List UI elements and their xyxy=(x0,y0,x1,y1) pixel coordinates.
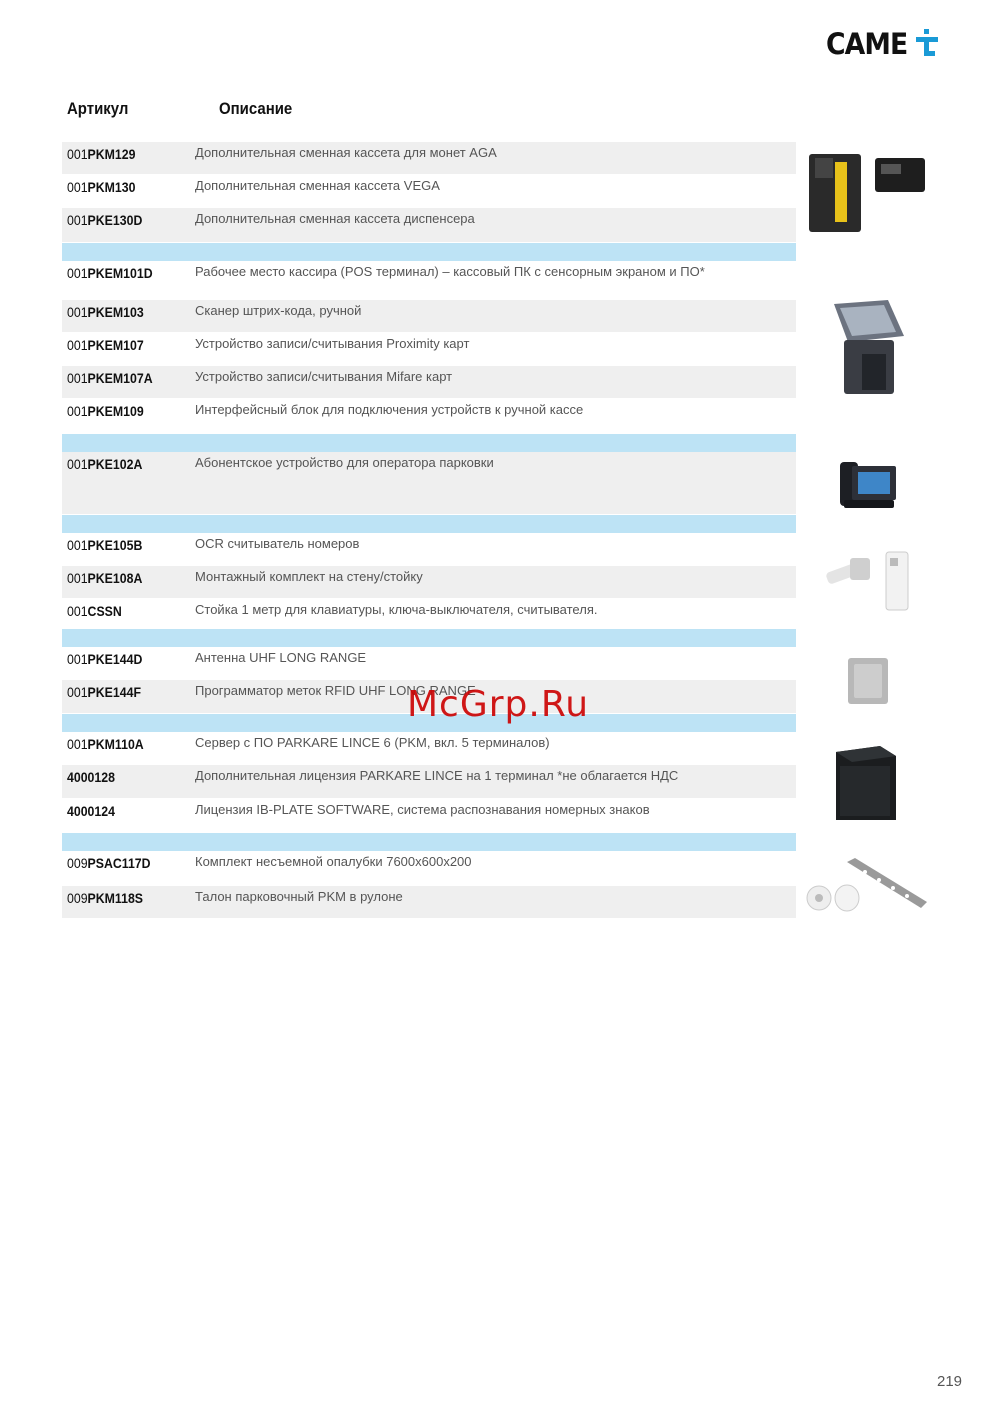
description: Интерфейсный блок для подключения устройств к ручной кассе xyxy=(195,402,584,417)
description: Талон парковочный PKM в рулоне xyxy=(195,889,403,904)
table-row xyxy=(62,886,796,918)
came-logo xyxy=(826,26,938,62)
table-row xyxy=(62,261,796,299)
description: Программатор меток RFID UHF LONG RANGE xyxy=(195,683,476,698)
article-code: 001PKE102A xyxy=(67,456,143,472)
article-code: 001CSSN xyxy=(67,603,122,619)
article-code: 4000124 xyxy=(67,803,115,819)
description: Сканер штрих-кода, ручной xyxy=(195,303,362,318)
watermark: McGrp.Ru xyxy=(407,684,590,725)
ocr-reader-image xyxy=(820,548,916,614)
group-separator xyxy=(62,434,796,452)
description: Устройство записи/считывания Mifare карт xyxy=(195,369,453,384)
description: Рабочее место кассира (POS терминал) – кассовый ПК с сенсорным экраном и ПО* xyxy=(195,264,705,279)
coin-cassette-image xyxy=(805,148,930,238)
logo-text: CAME xyxy=(826,27,908,61)
table-row xyxy=(62,533,796,565)
article-code: 001PKE108A xyxy=(67,570,143,586)
group-separator xyxy=(62,629,796,647)
description: Монтажный комплект на стену/стойку xyxy=(195,569,423,584)
table-row xyxy=(62,142,796,174)
pos-terminal-image xyxy=(828,296,908,398)
article-code: 009PKM118S xyxy=(67,890,144,906)
description: Сервер с ПО PARKARE LINCE 6 (PKM, вкл. 5 терминалов) xyxy=(195,735,550,750)
group-separator xyxy=(62,515,796,533)
table-row xyxy=(62,208,796,242)
uhf-antenna-image xyxy=(844,656,892,708)
group-separator xyxy=(62,243,796,261)
intercom-image xyxy=(838,456,898,512)
group-separator xyxy=(62,833,796,851)
table-row xyxy=(62,765,796,798)
table-row xyxy=(62,300,796,332)
parking-tickets-image xyxy=(805,858,930,916)
article-code: 001PKEM107A xyxy=(67,370,153,386)
description: Комплект несъемной опалубки 7600x600x200 xyxy=(195,854,472,869)
table-row xyxy=(62,175,796,207)
description: Дополнительная сменная кассета для монет AGA xyxy=(195,145,497,160)
table-row xyxy=(62,599,796,628)
article-code: 001PKM130 xyxy=(67,179,136,195)
description: Стойка 1 метр для клавиатуры, ключа-выключателя, считывателя. xyxy=(195,602,598,617)
table-row xyxy=(62,366,796,398)
article-code: 001PKE130D xyxy=(67,212,143,228)
article-code: 001PKEM103 xyxy=(67,304,144,320)
article-code: 001PKM129 xyxy=(67,146,136,162)
article-code: 001PKE105B xyxy=(67,537,143,553)
came-cross-icon xyxy=(916,29,938,59)
article-code: 001PKM110A xyxy=(67,736,144,752)
article-code: 001PKEM101D xyxy=(67,265,153,281)
article-code: 4000128 xyxy=(67,769,115,785)
table-row xyxy=(62,851,796,885)
table-row xyxy=(62,333,796,365)
table-row xyxy=(62,566,796,598)
server-image xyxy=(832,742,900,824)
description: Дополнительная сменная кассета VEGA xyxy=(195,178,440,193)
article-code: 001PKE144D xyxy=(67,651,143,667)
table-row xyxy=(62,799,796,832)
table-row xyxy=(62,732,796,764)
header-description: Описание xyxy=(219,99,293,118)
description: Лицензия IB-PLATE SOFTWARE, система распознавания номерных знаков xyxy=(195,802,650,817)
article-code: 001PKEM107 xyxy=(67,337,144,353)
article-code: 009PSAC117D xyxy=(67,855,151,871)
header-article: Артикул xyxy=(67,99,129,118)
description: Устройство записи/считывания Proximity карт xyxy=(195,336,470,351)
article-code: 001PKEM109 xyxy=(67,403,144,419)
description: Дополнительная сменная кассета диспенсера xyxy=(195,211,475,226)
table-row xyxy=(62,647,796,679)
article-code: 001PKE144F xyxy=(67,684,141,700)
description: Абонентское устройство для оператора парковки xyxy=(195,455,494,470)
description: Дополнительная лицензия PARKARE LINCE на 1 терминал *не облагается НДС xyxy=(195,768,679,783)
description: Антенна UHF LONG RANGE xyxy=(195,650,367,665)
table-row xyxy=(62,452,796,514)
description: OCR считыватель номеров xyxy=(195,536,360,551)
table-row xyxy=(62,399,796,433)
page-number: 219 xyxy=(937,1373,963,1390)
